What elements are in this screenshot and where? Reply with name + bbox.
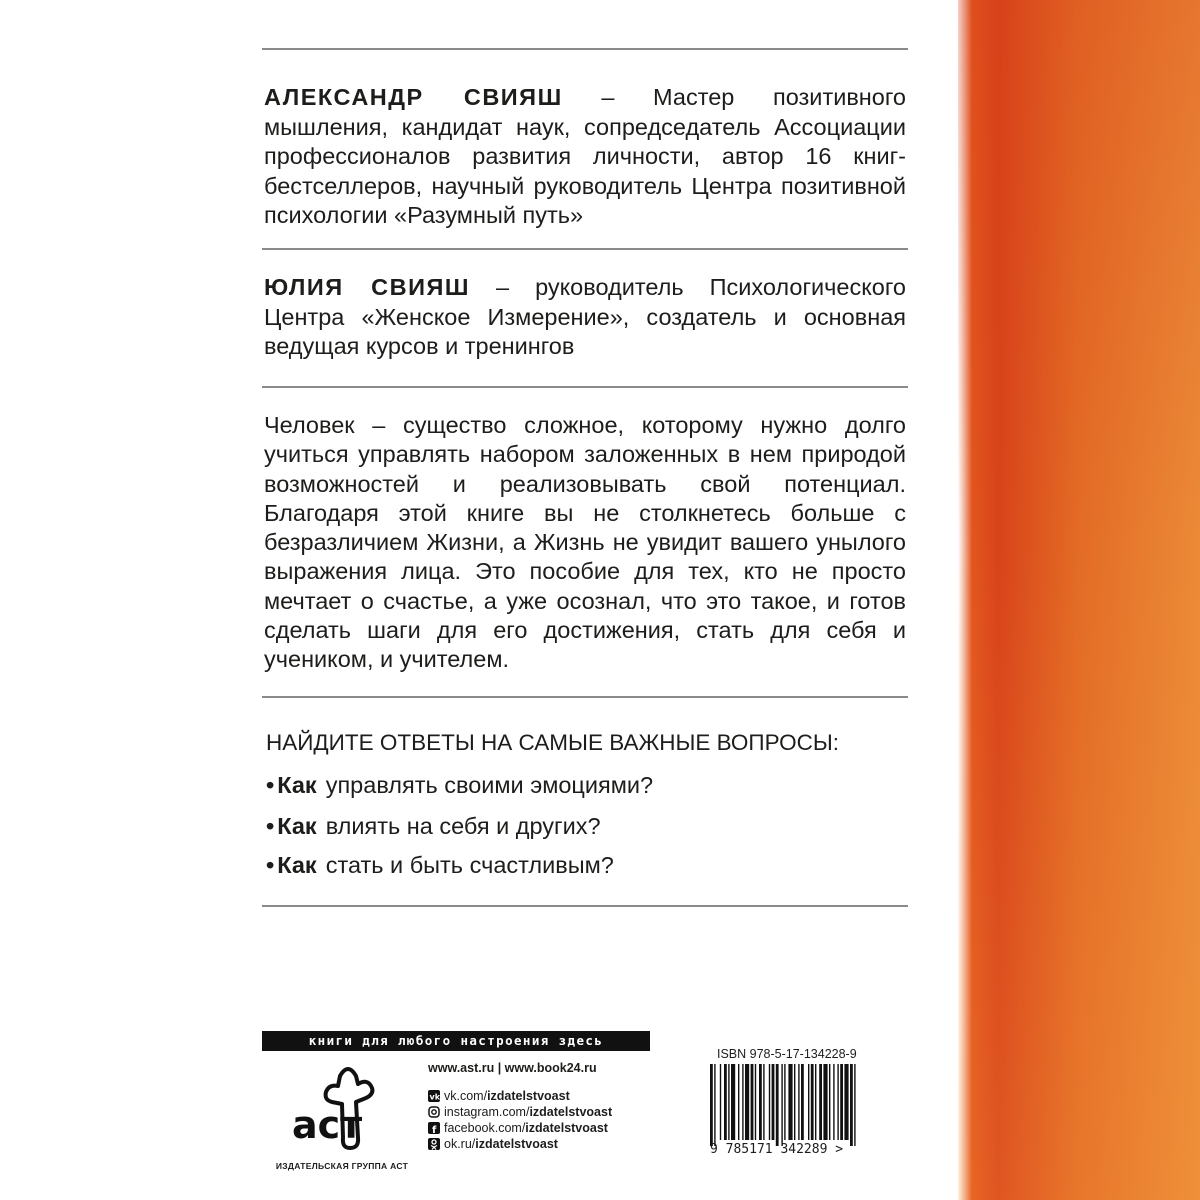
question-keyword: Как <box>277 852 317 878</box>
divider-3 <box>262 696 908 698</box>
svg-text:vk: vk <box>429 1092 440 1102</box>
question-item <box>266 811 601 841</box>
barcode-bar <box>837 1064 838 1140</box>
author2-name: ЮЛИЯ СВИЯШ <box>264 274 470 300</box>
barcode-bar <box>819 1064 822 1140</box>
bullet-icon: • <box>266 772 275 798</box>
barcode-bar <box>801 1064 804 1140</box>
logo-caption: ИЗДАТЕЛЬСКАЯ ГРУППА АСТ <box>275 1161 409 1171</box>
question-keyword: Как <box>277 772 317 798</box>
barcode-bar <box>850 1064 853 1146</box>
social-prefix: facebook.com/ <box>444 1121 526 1135</box>
ast-logo <box>270 1058 420 1158</box>
barcode-bar <box>738 1064 739 1140</box>
author1-bio: – Мастер позитивного мышления, кандидат наук, сопредседатель Ассоциации профессионалов развития личности, автор 16 книг-бестселлеров, научный руководитель Центра позитивной психологии «Разумный путь» <box>264 84 906 228</box>
barcode-bar <box>714 1064 715 1146</box>
author2-section <box>264 273 906 362</box>
social-link-facebook[interactable] <box>428 1120 608 1136</box>
barcode-bar <box>788 1064 792 1140</box>
barcode-bar <box>808 1064 809 1140</box>
barcode-bar <box>815 1064 816 1140</box>
barcode-bar <box>755 1064 756 1140</box>
publisher-websites[interactable]: www.ast.ru | www.book24.ru <box>428 1061 597 1075</box>
vk-icon <box>428 1090 440 1102</box>
social-handle: izdatelstvoast <box>525 1121 608 1135</box>
barcode-bar <box>751 1064 754 1140</box>
social-link-vk[interactable] <box>428 1088 570 1104</box>
barcode-bar <box>781 1064 782 1146</box>
barcode-bar <box>769 1064 770 1140</box>
barcode-bar <box>840 1064 843 1140</box>
social-handle: izdatelstvoast <box>529 1105 613 1119</box>
barcode-bar <box>772 1064 775 1140</box>
divider-bottom <box>262 905 908 907</box>
barcode-bar <box>794 1064 795 1140</box>
social-prefix: vk.com/ <box>444 1089 488 1103</box>
divider-2 <box>262 386 908 388</box>
facebook-icon <box>428 1122 440 1134</box>
isbn-barcode <box>710 1064 906 1146</box>
barcode-bar <box>833 1064 834 1140</box>
barcode-bar <box>829 1064 830 1140</box>
bullet-icon: • <box>266 852 275 878</box>
barcode-bar <box>763 1064 764 1140</box>
barcode-bar <box>731 1064 735 1140</box>
questions-heading: НАЙДИТЕ ОТВЕТЫ НА САМЫЕ ВАЖНЫЕ ВОПРОСЫ: <box>266 730 840 755</box>
publisher-tagline: книги для любого настроения здесь <box>262 1031 650 1051</box>
logo-text: аст <box>292 1103 363 1147</box>
barcode-digits: 9 785171 342289 > <box>710 1142 844 1157</box>
barcode-bar <box>854 1064 855 1146</box>
social-handle: izdatelstvoast <box>487 1089 570 1103</box>
divider-top <box>262 48 908 50</box>
barcode-bar <box>742 1064 743 1140</box>
spine-shading <box>958 0 1200 1200</box>
social-prefix: instagram.com/ <box>444 1105 530 1119</box>
divider-1 <box>262 248 908 250</box>
social-handle: izdatelstvoast <box>475 1137 558 1151</box>
barcode-bar <box>776 1064 779 1146</box>
question-text: управлять своими эмоциями? <box>325 772 654 798</box>
barcode-bar <box>784 1064 785 1140</box>
question-item <box>266 770 653 800</box>
barcode-bar <box>798 1064 799 1140</box>
barcode-bar <box>823 1064 827 1140</box>
barcode-bar <box>710 1064 713 1146</box>
barcode-bar <box>844 1064 848 1140</box>
question-item <box>266 850 614 880</box>
author1-name: АЛЕКСАНДР СВИЯШ <box>264 84 563 110</box>
barcode-bar <box>745 1064 749 1140</box>
social-link-instagram[interactable] <box>428 1104 612 1120</box>
author2-bio: – руководитель Психологического Центра «Женское Измерение», создатель и основная ведущая курсов и тренингов <box>264 274 906 359</box>
barcode-bar <box>720 1064 721 1140</box>
author1-section <box>264 83 906 231</box>
social-link-odnoklassniki[interactable] <box>428 1136 558 1152</box>
barcode-bar <box>724 1064 727 1140</box>
question-keyword: Как <box>277 813 317 839</box>
barcode-bar <box>728 1064 729 1140</box>
social-prefix: ok.ru/ <box>444 1137 476 1151</box>
book-description: Человек – существо сложное, которому нужно долго учиться управлять набором заложенных в нем природой возможностей и реализовывать свой потенциал. Благодаря этой книге вы не столкнетесь больше с безразличием Жизни, а Жизнь не увидит вашего унылого выражения лица. Это пособие для тех, кто не просто мечтает о счастье, а уже осознал, что это такое, и готов сделать шаги для его достижения, стать для себя и учеником, и учителем. <box>264 412 906 673</box>
svg-text:f: f <box>432 1125 437 1134</box>
barcode-bar <box>811 1064 814 1140</box>
instagram-icon <box>428 1106 440 1118</box>
question-text: стать и быть счастливым? <box>325 852 614 878</box>
bullet-icon: • <box>266 813 275 839</box>
barcode-bar <box>759 1064 762 1140</box>
isbn-label: ISBN 978-5-17-134228-9 <box>717 1047 857 1061</box>
odnoklassniki-icon <box>428 1138 440 1150</box>
question-text: влиять на себя и других? <box>325 813 601 839</box>
